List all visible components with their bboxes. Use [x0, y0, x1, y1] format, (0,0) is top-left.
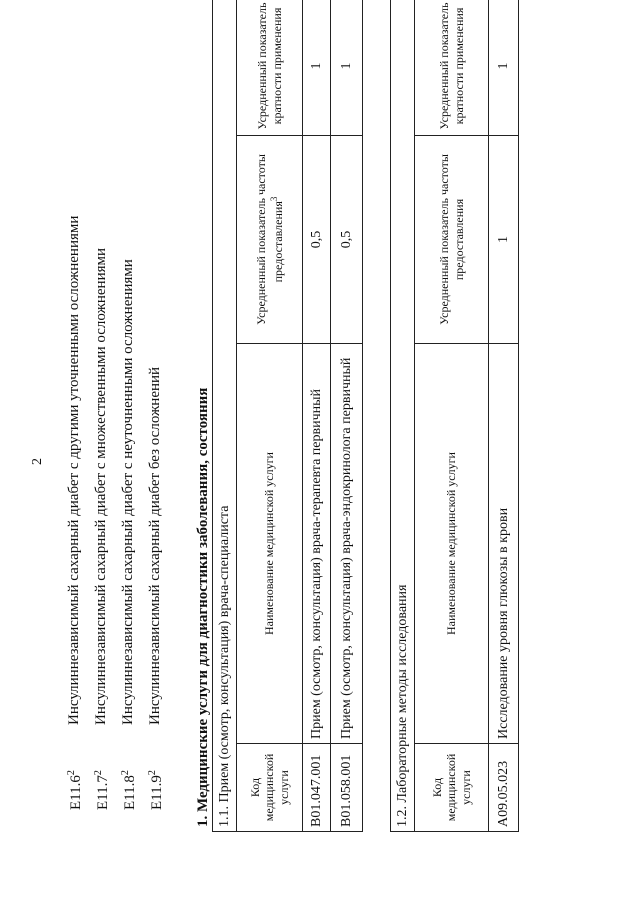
frequency-value: 0,5	[303, 136, 331, 344]
diagnosis-name: Инсулиннезависимый сахарный диабет с неуточненными осложнениями	[120, 259, 136, 725]
table-row	[331, 0, 363, 832]
column-header-frequency: Усредненный показатель частоты предоставления	[415, 136, 489, 344]
diagnosis-name: Инсулиннезависимый сахарный диабет с другими уточненными осложнениями	[66, 215, 82, 725]
multiplicity-value: 1	[331, 0, 363, 136]
diagnosis-name: Инсулиннезависимый сахарный диабет без осложнений	[147, 366, 163, 725]
page-number: 2	[30, 458, 45, 465]
laboratory-table	[390, 0, 519, 832]
multiplicity-value: 1	[489, 0, 519, 136]
section-title: 1. Медицинские услуги для диагностики заболевания, состояния	[195, 387, 211, 827]
diagnosis-code: E11.7$^2$	[93, 770, 111, 810]
service-name: Исследование уровня глюкозы в крови	[489, 344, 519, 744]
frequency-value: 0,5	[331, 136, 363, 344]
diagnosis-code: E11.8$^2$	[120, 770, 138, 810]
consultations-table	[212, 0, 363, 832]
column-header-frequency: Усредненный показатель частоты предоставления$^3$	[237, 136, 303, 344]
service-code: B01.058.001	[331, 744, 363, 832]
column-header-name: Наименование медицинской услуги	[415, 344, 489, 744]
column-header-multiplicity: Усредненный показатель кратности применения	[237, 0, 303, 136]
service-name: Прием (осмотр, консультация) врача-эндокринолога первичный	[331, 344, 363, 744]
column-header-multiplicity: Усредненный показатель кратности применения	[415, 0, 489, 136]
diagnosis-code: E11.6$^2$	[66, 770, 84, 810]
service-code: B01.047.001	[303, 744, 331, 832]
column-header-code: Код медицинской услуги	[415, 744, 489, 832]
frequency-value: 1	[489, 136, 519, 344]
diagnosis-code: E11.9$^2$	[147, 770, 165, 810]
column-header-code: Код медицинской услуги	[237, 744, 303, 832]
table-row	[303, 0, 331, 832]
service-code: A09.05.023	[489, 744, 519, 832]
service-name: Прием (осмотр, консультация) врача-терапевта первичный	[303, 344, 331, 744]
table-subtitle: 1.1. Прием (осмотр, консультация) врача-специалиста	[213, 0, 237, 832]
column-header-name: Наименование медицинской услуги	[237, 344, 303, 744]
table-row	[489, 0, 519, 832]
multiplicity-value: 1	[303, 0, 331, 136]
table-subtitle: 1.2. Лабораторные методы исследования	[391, 0, 415, 832]
diagnosis-name: Инсулиннезависимый сахарный диабет с множественными осложнениями	[93, 247, 109, 725]
